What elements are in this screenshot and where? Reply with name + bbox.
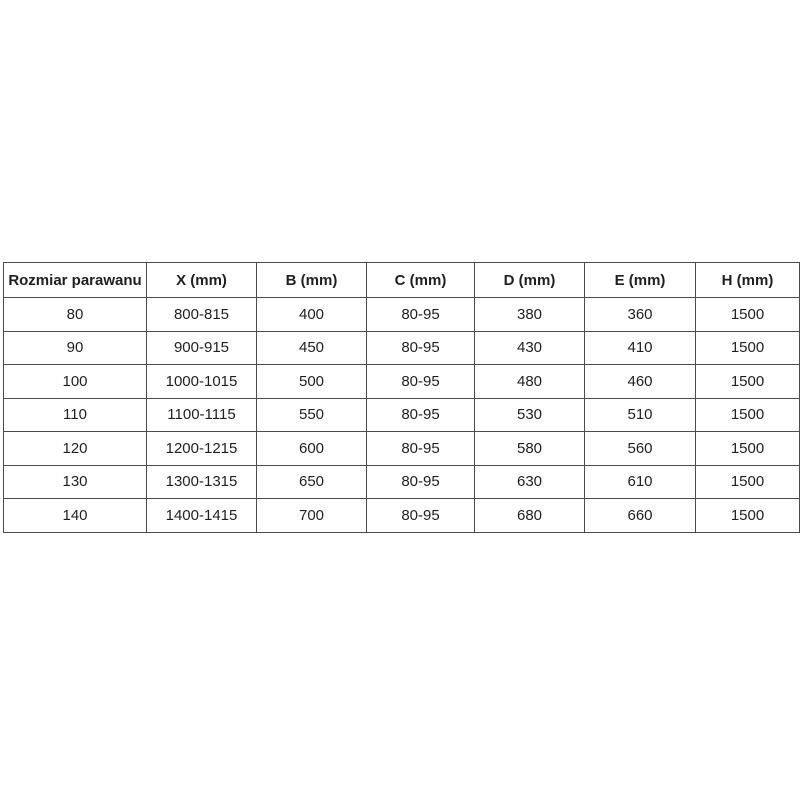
table-body: [4, 298, 800, 533]
table-cell: 1100-1115: [147, 398, 257, 432]
table-cell: 580: [475, 432, 585, 466]
table-cell: 90: [4, 331, 147, 365]
table-cell: 560: [585, 432, 696, 466]
column-header: X (mm): [147, 263, 257, 298]
table-cell: 510: [585, 398, 696, 432]
table-cell: 600: [257, 432, 367, 466]
table-cell: 530: [475, 398, 585, 432]
table-cell: 360: [585, 298, 696, 332]
table-row: [4, 465, 800, 499]
column-header: Rozmiar parawanu: [4, 263, 147, 298]
table-cell: 110: [4, 398, 147, 432]
table-cell: 80: [4, 298, 147, 332]
table-cell: 1500: [696, 398, 800, 432]
table-cell: 80-95: [367, 499, 475, 533]
table-cell: 610: [585, 465, 696, 499]
table-cell: 400: [257, 298, 367, 332]
table-cell: 800-815: [147, 298, 257, 332]
table-cell: 550: [257, 398, 367, 432]
table-row: [4, 499, 800, 533]
column-header: D (mm): [475, 263, 585, 298]
table-cell: 130: [4, 465, 147, 499]
column-header: C (mm): [367, 263, 475, 298]
table-cell: 660: [585, 499, 696, 533]
table-cell: 80-95: [367, 298, 475, 332]
table-cell: 650: [257, 465, 367, 499]
table-cell: 460: [585, 365, 696, 399]
table-cell: 1500: [696, 298, 800, 332]
table-cell: 1500: [696, 499, 800, 533]
column-header: E (mm): [585, 263, 696, 298]
table-row: [4, 365, 800, 399]
table-row: [4, 432, 800, 466]
table-cell: 80-95: [367, 398, 475, 432]
table-head: [4, 263, 800, 298]
table-cell: 480: [475, 365, 585, 399]
table-cell: 80-95: [367, 365, 475, 399]
table-row: [4, 298, 800, 332]
table-cell: 1500: [696, 331, 800, 365]
table-cell: 1500: [696, 465, 800, 499]
table-row: [4, 331, 800, 365]
table-cell: 1000-1015: [147, 365, 257, 399]
table-cell: 700: [257, 499, 367, 533]
table-cell: 100: [4, 365, 147, 399]
column-header: B (mm): [257, 263, 367, 298]
table-row: [4, 398, 800, 432]
table-cell: 1300-1315: [147, 465, 257, 499]
table-cell: 1500: [696, 432, 800, 466]
table-cell: 450: [257, 331, 367, 365]
table-cell: 410: [585, 331, 696, 365]
table-cell: 120: [4, 432, 147, 466]
table-header-row: [4, 263, 800, 298]
table-cell: 1400-1415: [147, 499, 257, 533]
table-cell: 630: [475, 465, 585, 499]
table-cell: 430: [475, 331, 585, 365]
table-cell: 80-95: [367, 331, 475, 365]
table-cell: 140: [4, 499, 147, 533]
table-cell: 80-95: [367, 465, 475, 499]
table-cell: 1200-1215: [147, 432, 257, 466]
table-cell: 1500: [696, 365, 800, 399]
table-cell: 500: [257, 365, 367, 399]
table-cell: 380: [475, 298, 585, 332]
size-specification-table: [3, 262, 800, 533]
table-cell: 900-915: [147, 331, 257, 365]
column-header: H (mm): [696, 263, 800, 298]
table-cell: 680: [475, 499, 585, 533]
table-cell: 80-95: [367, 432, 475, 466]
